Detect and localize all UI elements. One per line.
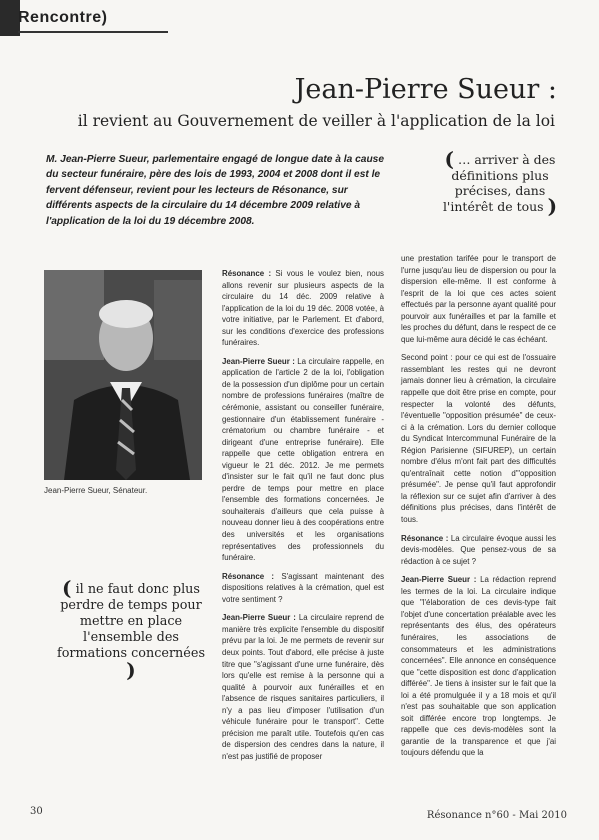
pull-quote-2-text: il ne faut donc plus perdre de temps pour mettre en place l'ensemble des formations concernées — [56, 582, 206, 661]
speaker-label: Résonance : — [222, 571, 275, 581]
speaker-label: Résonance : — [401, 533, 449, 543]
article-intro: M. Jean-Pierre Sueur, parlementaire engagé de longue date à la cause du secteur funéraire, père des lois de 1993, 2004 et 2008 dont il est le fervent défenseur, revient pour les lecteurs de Résonance, sur différents aspects de la circulaire du 14 décembre 2009 relative à l'application de la loi du 19 décembre 2008. — [46, 154, 385, 227]
paragraph — [222, 268, 384, 349]
pull-quote-1 — [432, 147, 568, 218]
paragraph — [222, 571, 384, 606]
rubric-color-block — [0, 0, 20, 36]
article-subtitle: il revient au Gouvernement de veiller à l'application de la loi — [77, 112, 555, 130]
article-column-right — [401, 253, 556, 766]
speaker-label: Jean-Pierre Sueur : — [222, 613, 296, 623]
article-column-middle — [222, 268, 384, 769]
rubric-header — [0, 0, 599, 36]
pull-quote-1-text: … arriver à des définitions plus précises, dans l'intérêt de tous — [442, 152, 556, 214]
rubric-label: Rencontre) — [18, 9, 108, 26]
open-quote-icon-2: ( — [62, 576, 72, 600]
paragraph — [222, 612, 384, 762]
paragraph-text: Second point : pour ce qui est de l'ossuaire rassemblant les restes qui ne devront jamais donner lieu à crémation, la circulaire rappelle que doit être prise en compte, pour respecter la volonté des défunts, l'éventuelle "opposition présumée" de ceux-ci à la crémation. Lors du dernier colloque du Syndicat Intercommunal Funéraire de la Région Parisienne (SIFUREP), un certain nombre d'élus m'ont fait part des difficultés qu'entraînait cette notion d'"opposition présumée". Je pense qu'il faut approfondir la réflexion sur ce sujet afin d'arriver à des définitions plus précises, dans l'intérêt de tous. — [401, 353, 556, 525]
paragraph — [222, 356, 384, 564]
page-number: 30 — [30, 806, 43, 817]
speaker-label: Jean-Pierre Sueur : — [222, 356, 295, 366]
paragraph-text: La rédaction reprend les termes de la loi. La circulaire indique que "l'élaboration de ces devis-type fait l'objet d'une concertation préalable avec les représentants des élus, des opérateurs funéraires, les associations de consommateurs et les administrations concernées". Elle annonce en conséquence que "cette disposition est donc d'application différée". Je tiens à insister sur le fait que la loi a été promulguée il y a 18 mois et qu'il n'est pas souhaitable que son application soit différée encore trop longtemps. Je rappelle que ces devis-modèles sont la garantie de la transparence et que j'ai toujours défendu que la — [401, 575, 556, 758]
paragraph — [401, 574, 556, 759]
speaker-label: Résonance : — [222, 269, 272, 278]
paragraph — [401, 352, 556, 525]
paragraph-text: S'agissant maintenant des dispositions relatives à la crémation, quel est votre sentiment ? — [222, 571, 385, 604]
article-title: Jean-Pierre Sueur : — [294, 74, 557, 105]
paragraph — [401, 533, 556, 568]
paragraph-text: La circulaire reprend de manière très explicite l'ensemble du dispositif prévu par la loi. Je me permets de revenir sur deux points. Tout d'abord, elle précise à juste titre que "s'agissant d'une urne funéraire, dès lors qu'elle est remise à la personne qui a qualité à pourvoir aux funérailles et en l'absence de risques sanitaires particuliers, il n'y a pas lieu d'imposer l'utilisation d'un véhicule funéraire pour le transport". Cette précision me paraît utile. Toutefois qu'en cas de dispersion des cendres dans la nature, il n'est pas justifié de proposer — [222, 613, 384, 761]
paragraph-text: une prestation tarifée pour le transport de l'urne jusqu'au lieu de dispersion ou pour la dispersion elle-même. Il est conforme à l'esprit de la loi que ces actes soient effectués par la personne ayant qualité pour pourvoir aux funérailles et par la famille et les proches du défunt, dans le respect de ce que lui-même aura décidé le cas échéant. — [401, 254, 556, 344]
paragraph-text: La circulaire rappelle, en application de l'article 2 de la loi, l'obligation de la possession d'un diplôme pour un certain nombre de professions funéraires (maître de cérémonie, assistant ou conseiller funéraire, gestionnaire d'un établissement funéraire - crématorium ou chambre funéraire - et dirigeant d'une entreprise funéraire). Elle rappelle que cette obligation entrera en vigueur le 21 déc. 2012. Je me permets d'insister sur le fait qu'il ne faut donc plus perdre de temps pour mettre en place l'ensemble des formations concernées. Je souhaiterais d'ailleurs que cela puisse à nouveau donner lieu à des coopérations entre des universités et les organisations représentatives des professionnels du funéraire. — [222, 356, 384, 563]
paragraph-text: La circulaire évoque aussi les devis-modèles. Que pensez-vous de sa rédaction à ce sujet ? — [401, 533, 557, 566]
paragraph — [401, 253, 556, 345]
portrait-illustration — [44, 270, 202, 480]
pull-quote-2 — [56, 576, 206, 682]
photo-caption: Jean-Pierre Sueur, Sénateur. — [44, 486, 148, 495]
speaker-label: Jean-Pierre Sueur : — [401, 575, 477, 585]
portrait-photo — [44, 270, 202, 480]
close-quote-icon: ) — [547, 193, 558, 218]
rubric-underline — [18, 31, 168, 33]
close-quote-icon-2: ) — [126, 658, 136, 682]
publication-info: Résonance n°60 - Mai 2010 — [426, 810, 567, 821]
paragraph-text: Si vous le voulez bien, nous allons revenir sur plusieurs aspects de la circulaire du 14 déc. 2009 relative à l'application de la loi du 19 déc. 2008 votée, à votre initiative, par le Parlement. Et d'abord, sur les conditions d'exercice des professions funéraires. — [222, 269, 384, 348]
open-quote-icon: ( — [444, 147, 454, 171]
